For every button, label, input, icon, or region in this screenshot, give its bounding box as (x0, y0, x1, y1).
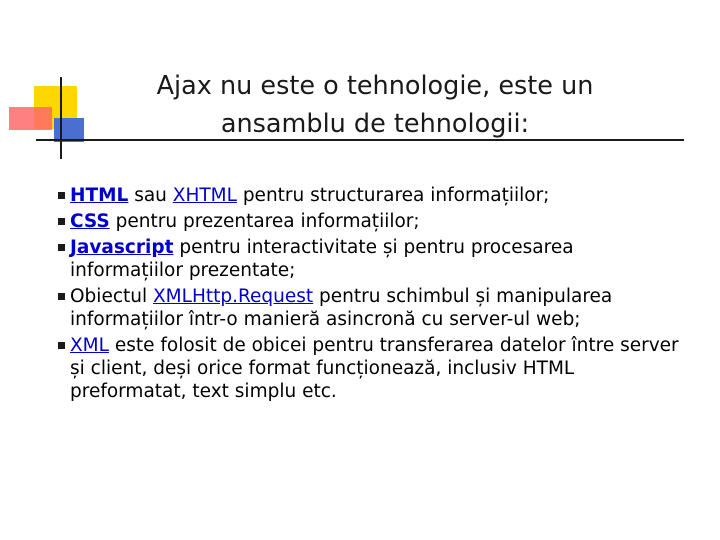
link-css[interactable]: CSS (70, 211, 110, 232)
bullet-text: pentru schimbul și manipularea informațiilor într-o manieră asincronă cu server-ul web; (70, 286, 613, 330)
bullet-item-xmlhttprequest (40, 285, 690, 331)
link-javascript[interactable]: Javascript (70, 237, 174, 258)
slide-title-line-1: Ajax nu este o tehnologie, este un (156, 71, 594, 101)
bullet-square-icon (58, 192, 65, 199)
bullet-text: pentru interactivitate și pentru procesarea informațiilor prezentate; (70, 237, 574, 281)
slide-title (120, 67, 630, 143)
bullet-square-icon (58, 342, 65, 349)
slide-title-line-2: ansamblu de tehnologii: (220, 109, 530, 139)
bullet-item-css (40, 210, 690, 233)
bullet-square-icon (58, 293, 65, 300)
bullet-text: Obiectul (70, 286, 153, 307)
bullet-item-html (40, 184, 690, 207)
bullet-text: pentru prezentarea informațiilor; (109, 211, 420, 232)
bullet-item-xml (40, 334, 690, 403)
bullet-text: este folosit de obicei pentru transferarea datelor între server și client, deși orice format funcționează, inclusiv HTML preformatat, text simplu etc. (70, 335, 679, 402)
link-xhtml[interactable]: XHTML (172, 185, 237, 206)
bullet-square-icon (58, 244, 65, 251)
decor-red-square (9, 107, 52, 130)
bullet-text: sau (128, 185, 173, 206)
bullet-text: pentru structurarea informațiilor; (236, 185, 550, 206)
bullet-list (40, 184, 690, 403)
bullet-square-icon (58, 218, 65, 225)
bullet-item-javascript (40, 236, 690, 282)
link-html[interactable]: HTML (70, 185, 129, 206)
decor-vertical-line (60, 77, 62, 159)
link-xml[interactable]: XML (70, 335, 109, 356)
link-xmlhttprequest[interactable]: XMLHttp.Request (153, 286, 314, 307)
